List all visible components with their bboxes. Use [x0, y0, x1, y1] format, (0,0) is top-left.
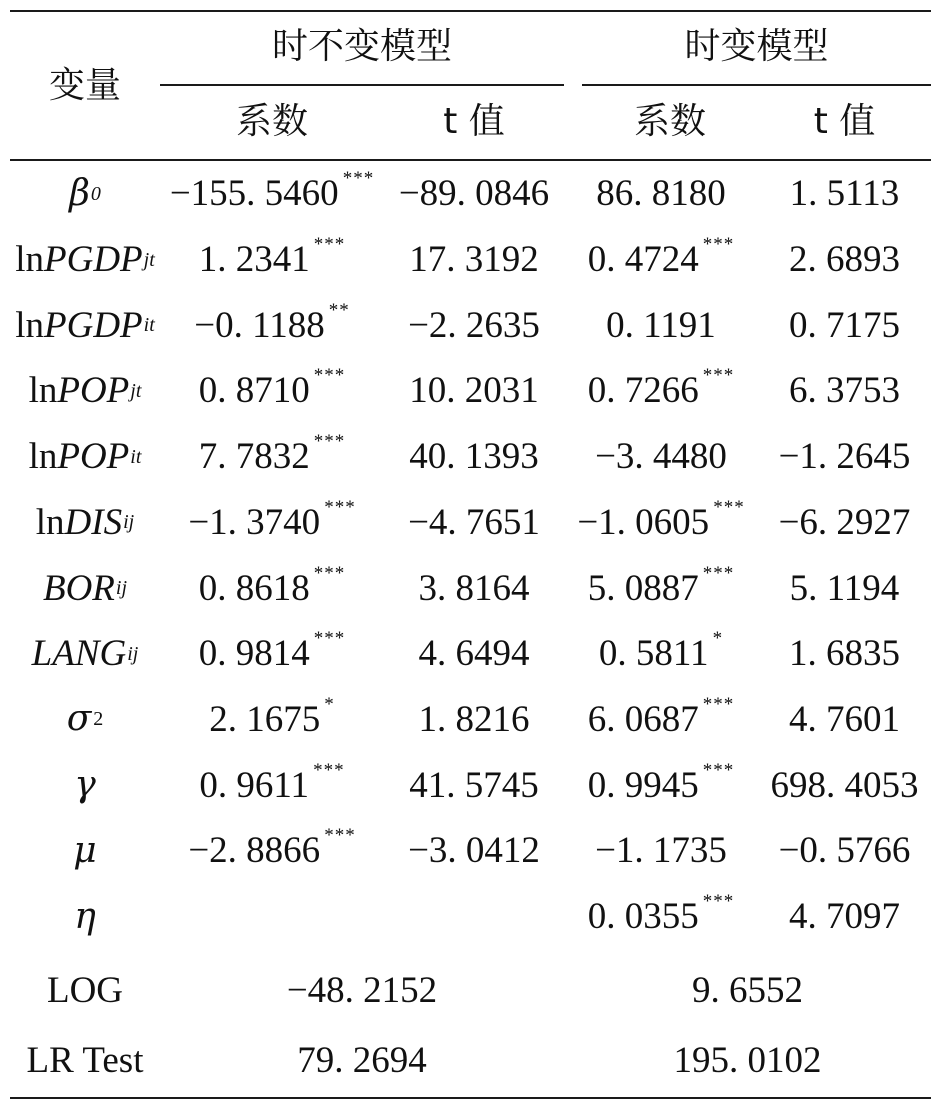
tval-varying: [758, 818, 931, 884]
coef-varying-value: 0. 0355: [587, 896, 699, 938]
coef-varying: [564, 555, 758, 621]
coef-fixed: [160, 227, 384, 293]
variable-label: [10, 818, 160, 884]
header-tval-fixed: t 值: [443, 101, 505, 142]
variable-label: [10, 161, 160, 227]
coef-varying: [564, 358, 758, 424]
coef-fixed-value: 1. 2341: [198, 239, 310, 281]
summary-fixed: 79. 2694: [297, 1039, 427, 1081]
variable-label: [10, 490, 160, 556]
tval-varying-value: 4. 7601: [789, 698, 900, 740]
tval-fixed-value: 10. 2031: [409, 370, 539, 412]
significance-stars: ***: [313, 365, 346, 387]
variable-prefix: ln: [15, 239, 44, 281]
variable-subscript: ij: [115, 577, 128, 600]
coef-fixed: [160, 292, 384, 358]
variable-symbol: BOR: [42, 567, 115, 609]
coef-varying-value: 0. 5811: [598, 633, 709, 675]
variable-label: [10, 752, 160, 818]
coef-fixed: [160, 490, 384, 556]
bottom-rule: [10, 1097, 931, 1099]
variable-symbol: μ: [73, 829, 97, 871]
summary-fixed: −48. 2152: [286, 969, 438, 1011]
tval-fixed-value: 17. 3192: [409, 239, 539, 281]
tval-varying: [758, 884, 931, 950]
tval-varying-value: 1. 5113: [789, 173, 900, 215]
significance-stars: ***: [702, 759, 735, 781]
tval-fixed-value: 4. 6494: [418, 633, 530, 675]
group-rule-varying: [582, 84, 931, 86]
tval-varying-value: −1. 2645: [778, 436, 911, 478]
tval-fixed: [384, 555, 564, 621]
coef-varying-value: 0. 9945: [587, 764, 699, 806]
variable-subscript: it: [130, 445, 142, 468]
tval-varying: [758, 555, 931, 621]
variable-symbol: POP: [57, 370, 130, 412]
variable-superscript: 2: [93, 708, 104, 731]
significance-stars: ***: [313, 628, 346, 650]
tval-varying: [758, 161, 931, 227]
tval-varying-value: −0. 5766: [778, 830, 911, 872]
tval-varying: [758, 424, 931, 490]
tval-varying-value: 4. 7097: [789, 896, 900, 938]
tval-varying-value: 0. 7175: [789, 304, 900, 346]
coef-fixed-value: 0. 9611: [199, 764, 310, 806]
tval-fixed-value: 41. 5745: [409, 764, 539, 806]
coef-fixed-value: −0. 1188: [194, 304, 325, 346]
variable-subscript: ij: [123, 511, 135, 534]
coef-varying-value: 0. 7266: [587, 370, 699, 412]
header-model-fixed: 时不变模型: [271, 26, 452, 67]
coef-varying-value: −3. 4480: [595, 436, 727, 478]
coef-fixed: [160, 752, 384, 818]
significance-stars: ***: [702, 365, 735, 387]
tval-fixed: [384, 884, 564, 950]
variable-symbol: PGDP: [44, 304, 143, 346]
coef-fixed-value: 7. 7832: [198, 436, 310, 478]
significance-stars: ***: [313, 759, 345, 781]
tval-fixed: [384, 424, 564, 490]
tval-fixed-value: 3. 8164: [418, 567, 530, 609]
tval-varying: [758, 752, 931, 818]
coef-fixed-value: 0. 9814: [198, 633, 310, 675]
significance-stars: **: [328, 299, 350, 321]
tval-fixed: [384, 161, 564, 227]
tval-fixed: [384, 358, 564, 424]
tval-varying-value: 2. 6893: [789, 239, 900, 281]
tval-varying: [758, 621, 931, 687]
coef-fixed-value: −155. 5460: [169, 173, 339, 215]
summary-label: LOG: [46, 969, 124, 1011]
coef-varying: [564, 227, 758, 293]
significance-stars: ***: [342, 168, 375, 190]
coef-varying-value: 6. 0687: [587, 698, 699, 740]
coef-varying: [564, 424, 758, 490]
variable-symbol: γ: [74, 764, 96, 806]
tval-varying-value: −6. 2927: [778, 501, 911, 543]
significance-stars: *: [324, 693, 335, 715]
significance-stars: ***: [702, 891, 735, 913]
tval-varying: [758, 358, 931, 424]
significance-stars: ***: [313, 562, 346, 584]
coef-varying-value: 86. 8180: [596, 173, 726, 215]
variable-label: [10, 424, 160, 490]
variable-symbol: σ: [66, 698, 92, 740]
tval-fixed-value: −2. 2635: [408, 304, 540, 346]
tval-fixed: [384, 818, 564, 884]
significance-stars: ***: [702, 693, 735, 715]
variable-label: [10, 292, 160, 358]
variable-subscript: jt: [130, 379, 142, 402]
header-model-varying: 时变模型: [684, 26, 829, 67]
tval-fixed-value: −4. 7651: [408, 501, 540, 543]
top-rule: [10, 10, 931, 12]
significance-stars: ***: [702, 234, 735, 256]
coef-fixed: [160, 555, 384, 621]
tval-fixed: [384, 687, 564, 753]
header-variable: 变量: [48, 65, 121, 106]
summary-varying: 195. 0102: [673, 1039, 822, 1081]
coef-fixed: [160, 161, 384, 227]
header-tval-varying: t 值: [813, 101, 876, 142]
variable-symbol: β: [69, 172, 90, 214]
coef-varying: [564, 687, 758, 753]
coef-fixed: [160, 818, 384, 884]
variable-symbol: LANG: [31, 633, 127, 675]
variable-subscript: 0: [90, 182, 101, 205]
coef-fixed: [160, 424, 384, 490]
significance-stars: *: [712, 628, 724, 650]
variable-symbol: PGDP: [44, 239, 143, 281]
coef-fixed-value: −1. 3740: [188, 501, 321, 543]
tval-fixed-value: −89. 0846: [398, 173, 550, 215]
header-coef-varying: 系数: [633, 101, 706, 142]
variable-subscript: ij: [127, 642, 139, 665]
tval-varying: [758, 687, 931, 753]
tval-fixed: [384, 752, 564, 818]
coef-varying-value: −1. 0605: [577, 501, 710, 543]
coef-varying: [564, 752, 758, 818]
tval-varying: [758, 227, 931, 293]
significance-stars: ***: [313, 431, 346, 453]
variable-label: [10, 227, 160, 293]
variable-label: [10, 621, 160, 687]
tval-varying-value: 698. 4053: [770, 764, 919, 806]
coef-varying: [564, 161, 758, 227]
tval-varying: [758, 490, 931, 556]
variable-label: [10, 884, 160, 950]
significance-stars: ***: [324, 496, 356, 518]
significance-stars: ***: [324, 825, 356, 847]
variable-prefix: ln: [28, 370, 58, 412]
coef-varying: [564, 621, 758, 687]
coef-fixed: [160, 884, 384, 950]
tval-fixed: [384, 227, 564, 293]
variable-subscript: jt: [143, 248, 155, 271]
tval-fixed-value: 40. 1393: [409, 436, 539, 478]
variable-symbol: η: [74, 895, 96, 937]
tval-varying-value: 6. 3753: [789, 370, 900, 412]
variable-symbol: POP: [57, 436, 130, 478]
significance-stars: ***: [313, 234, 346, 256]
coef-varying-value: 0. 4724: [587, 239, 699, 281]
coef-varying-value: 0. 1191: [606, 304, 716, 346]
coef-varying: [564, 884, 758, 950]
tval-varying-value: 5. 1194: [789, 567, 900, 609]
tval-fixed: [384, 292, 564, 358]
variable-label: [10, 358, 160, 424]
variable-prefix: ln: [15, 304, 44, 346]
coef-varying-value: −1. 1735: [595, 830, 727, 872]
tval-varying-value: 1. 6835: [789, 633, 900, 675]
summary-label: LR Test: [26, 1039, 144, 1081]
coef-varying: [564, 490, 758, 556]
tval-fixed-value: −3. 0412: [408, 830, 540, 872]
significance-stars: ***: [713, 496, 745, 518]
coef-fixed-value: 0. 8618: [198, 567, 310, 609]
header-coef-fixed: 系数: [235, 101, 308, 142]
variable-symbol: DIS: [64, 501, 123, 543]
coef-fixed: [160, 358, 384, 424]
coef-fixed-value: 0. 8710: [198, 370, 310, 412]
tval-fixed: [384, 621, 564, 687]
coef-varying: [564, 818, 758, 884]
coef-varying-value: 5. 0887: [587, 567, 699, 609]
regression-table: [10, 0, 931, 1109]
coef-fixed: [160, 687, 384, 753]
variable-subscript: it: [143, 314, 155, 337]
coef-fixed-value: −2. 8866: [188, 830, 321, 872]
variable-label: [10, 555, 160, 621]
significance-stars: ***: [702, 562, 735, 584]
variable-prefix: ln: [28, 436, 58, 478]
summary-varying: 9. 6552: [692, 969, 803, 1011]
variable-label: [10, 687, 160, 753]
tval-fixed-value: 1. 8216: [418, 698, 530, 740]
coef-fixed: [160, 621, 384, 687]
variable-prefix: ln: [35, 501, 65, 543]
coef-fixed-value: 2. 1675: [209, 698, 321, 740]
tval-varying: [758, 292, 931, 358]
tval-fixed: [384, 490, 564, 556]
group-rule-fixed: [160, 84, 564, 86]
coef-varying: [564, 292, 758, 358]
